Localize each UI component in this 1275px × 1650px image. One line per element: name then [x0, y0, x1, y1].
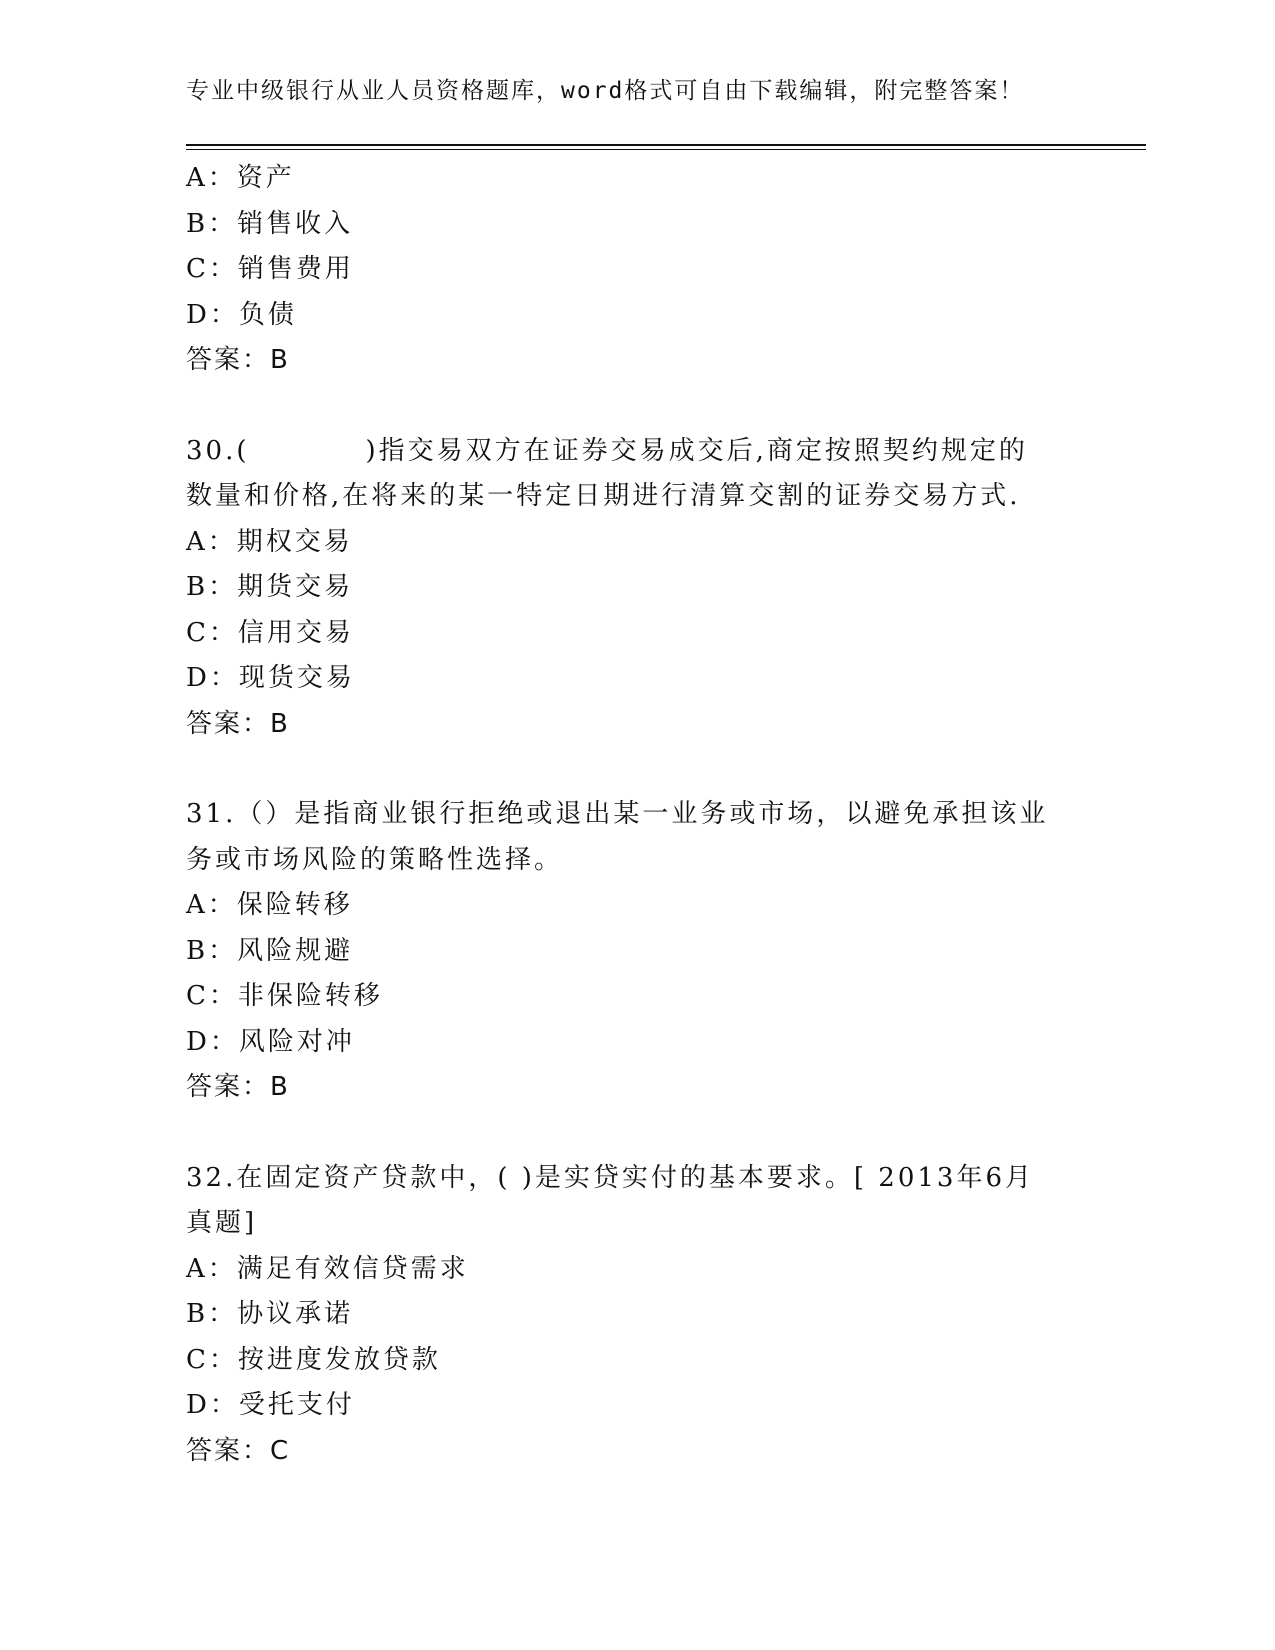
option-c: C：销售费用: [186, 254, 354, 284]
option-d: D：风险对冲: [186, 1026, 355, 1057]
option-b: B：期货交易: [186, 572, 354, 602]
question-list: [186, 156, 1086, 1474]
option-b: B：销售收入: [186, 208, 354, 239]
question-32-block: [186, 1156, 1086, 1475]
question-stem: 31.（）是指商业银行拒绝或退出某一业务或市场，以避免承担该业务或市场风险的策略性选择。: [186, 799, 1049, 875]
option-c: C：按进度发放贷款: [186, 1344, 441, 1375]
question-stem: 32.在固定资产贷款中，( )是实贷实付的基本要求。[ 2013年6月真题]: [186, 1162, 1035, 1238]
answer-line: 答案：B: [186, 1072, 290, 1102]
question-29-block: [186, 156, 1086, 384]
option-a: A：资产: [186, 163, 295, 193]
option-a: A：期权交易: [186, 526, 353, 557]
answer-line: 答案：C: [186, 1435, 291, 1466]
option-d: D：现货交易: [186, 663, 355, 693]
header-rule-thin: [186, 149, 1146, 150]
option-c: C：非保险转移: [186, 981, 383, 1011]
option-d: D：受托支付: [186, 1390, 355, 1420]
option-a: A：保险转移: [186, 890, 353, 920]
answer-line: 答案：B: [186, 345, 290, 375]
header-rule-thick: [186, 144, 1146, 146]
option-b: B：协议承诺: [186, 1299, 354, 1329]
question-stem: 30.( )指交易双方在证券交易成交后,商定按照契约规定的数量和价格,在将来的某一特定日期进行清算交割的证券交易方式.: [186, 435, 1028, 511]
option-b: B：风险规避: [186, 935, 354, 966]
option-c: C：信用交易: [186, 617, 354, 648]
question-31-block: [186, 792, 1086, 1111]
answer-line: 答案：B: [186, 708, 290, 739]
option-d: D：负债: [186, 299, 297, 330]
question-30-block: [186, 429, 1086, 748]
option-a: A：满足有效信贷需求: [186, 1253, 469, 1284]
page-header: 专业中级银行从业人员资格题库，word格式可自由下载编辑，附完整答案！: [186, 78, 1025, 104]
